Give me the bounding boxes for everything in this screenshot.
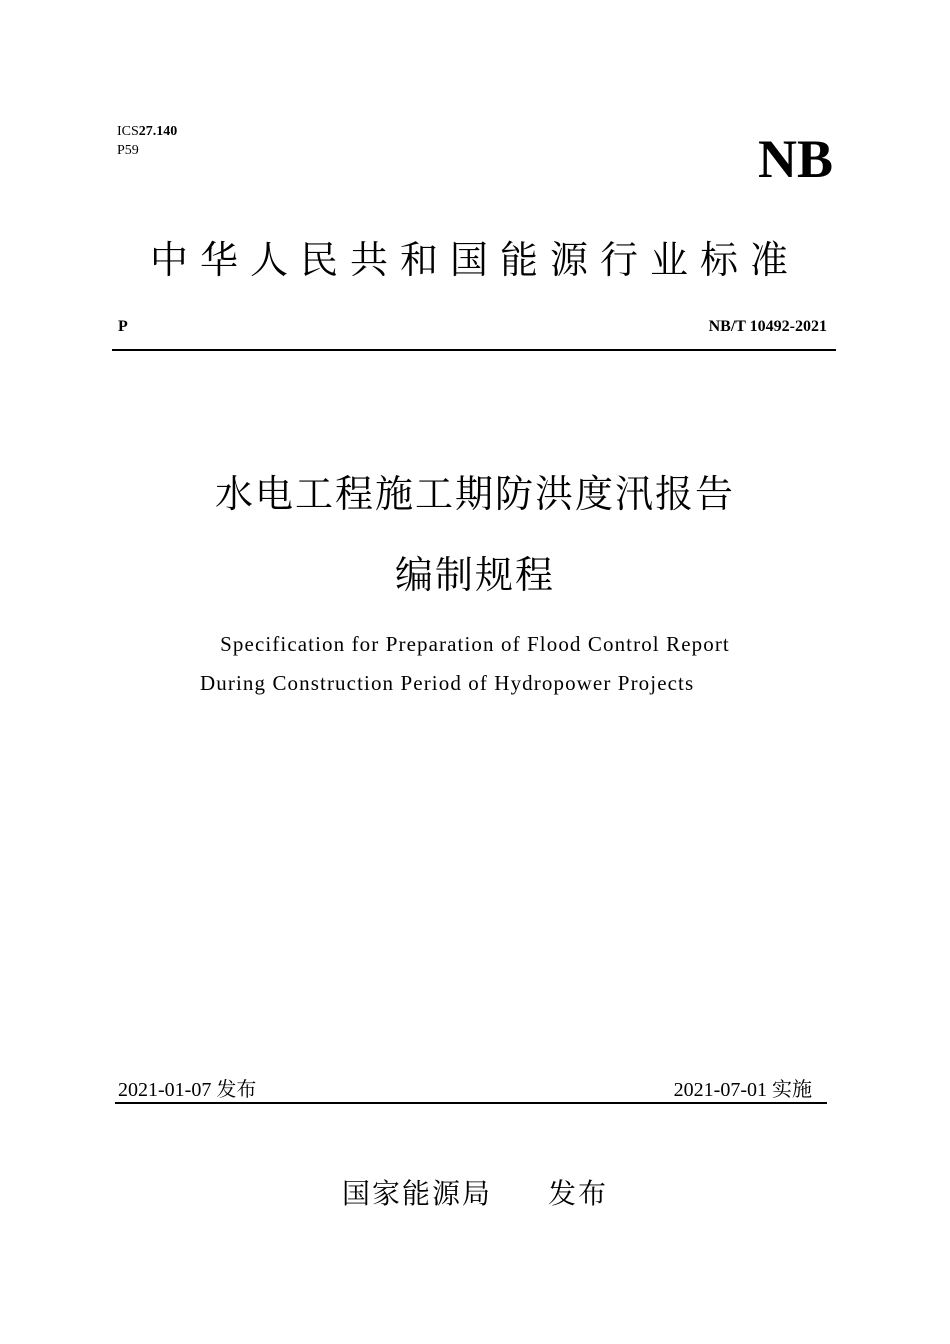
- standard-number: NB/T 10492-2021: [708, 318, 827, 335]
- nb-logo: NB: [757, 129, 833, 189]
- document-title-line1: 水电工程施工期防洪度汛报告: [214, 472, 735, 516]
- issuer-action: 发布: [548, 1177, 609, 1210]
- implementation-date: 2021-07-01 实施: [673, 1079, 812, 1101]
- standard-category-title: 中华人民共和国能源行业标准: [149, 238, 800, 282]
- english-title-line2: During Construction Period of Hydropower Projects: [200, 671, 695, 695]
- ics-number: 27.140: [138, 124, 178, 139]
- header-rule: [112, 349, 836, 351]
- classification-code: P59: [117, 143, 139, 158]
- ics-prefix: ICS: [117, 124, 139, 139]
- ics-code: [117, 124, 177, 140]
- classification-letter: P: [118, 318, 128, 335]
- issue-date: 2021-01-07 发布: [118, 1079, 257, 1101]
- footer-rule: [115, 1102, 827, 1104]
- issuer-name: 国家能源局: [341, 1177, 492, 1210]
- document-title-line2: 编制规程: [394, 553, 555, 597]
- issuer-line: [0, 1172, 950, 1212]
- english-title-line1: Specification for Preparation of Flood Control Report: [220, 632, 730, 656]
